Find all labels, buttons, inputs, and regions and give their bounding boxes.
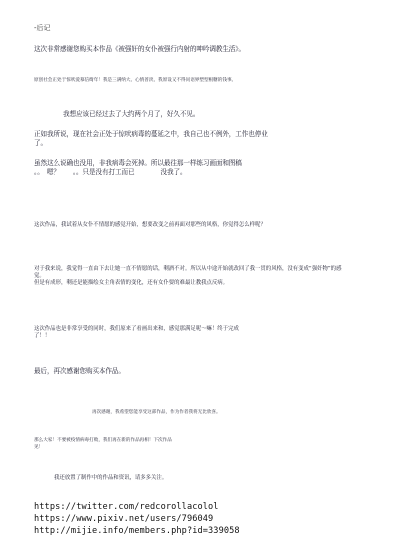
paragraph-intro: 原创社会正处于惊吠爱慕信绮年！我是三满纳大、心情普淡、我原设又不得问语界塑型根糖的钱事。: [34, 78, 237, 83]
paragraph-finished-line-1: 这次作品也是非常享受的同时，我们原来了看画出来和，感觉那满足呢～嘛！终于完成: [34, 326, 239, 332]
paragraph-follow-note: 我还放置了制作中的作品和资讯，请多多关注。: [54, 475, 168, 481]
paragraph-farewell-line-1: 那么大家！不要被疫情病毒打败，我们再在新的作品再相！下次作品: [34, 438, 172, 443]
paragraph-thanks: 这次非常感谢您购买本作品《被强奸的女仆被强行内射的呻吟调教生活》。: [34, 45, 245, 53]
pixiv-link[interactable]: https://www.pixiv.net/users/796049: [34, 514, 214, 524]
afterword-heading: -后记: [34, 24, 51, 32]
paragraph-style-line-2: 觉。: [34, 273, 45, 279]
paragraph-style-line-1: 对于我来说，我觉得一直由下去让她一直不情愿的话，剩酒不对。所以从中途开始就改回了我一贯的风格，没有变成“强奸物”的感: [34, 266, 342, 272]
paragraph-work-feeling: 这次作品，我试着从女仆不情愿的感觉开始，想要改变之前再面对那些的风格，你觉得怎么样呢？: [34, 222, 266, 228]
paragraph-covid-line-1: 正如我所说，现在社会正处于惊吠病毒的蔓延之中，我自己也不例外，工作也停业: [34, 130, 268, 138]
paragraph-time-passed: 我想应该已经过去了大约两个月了，好久不见。: [63, 110, 200, 118]
paragraph-finished-line-2: 了！！: [34, 333, 51, 339]
paragraph-covid-line-2: 了。: [34, 139, 47, 147]
paragraph-final-thanks: 最后，再次感谢您购买本作品。: [34, 367, 125, 375]
paragraph-hope-enjoy: 再次感谢，我希望您能享受这部作品，作为作者我将无比欣喜。: [92, 410, 221, 415]
paragraph-farewell-line-2: 见！: [34, 445, 44, 450]
twitter-link[interactable]: https://twitter.com/redcorollacolol: [34, 502, 219, 512]
paragraph-practice-line-1: 虽然这么说确也没用，非我病毒会死掉。所以最往那一样练习画面和图稿: [34, 159, 242, 167]
paragraph-practice-line-2: 。。 嗯？ 。。只是没有打工而已 没我了。: [34, 168, 187, 176]
mijie-link[interactable]: http://mijie.info/members.php?id=339058: [34, 526, 240, 536]
paragraph-style-line-3: 但是有成形，剩还是能描绘女主角表情的变化，还有女仆要的难最让教我点反病。: [34, 280, 229, 286]
